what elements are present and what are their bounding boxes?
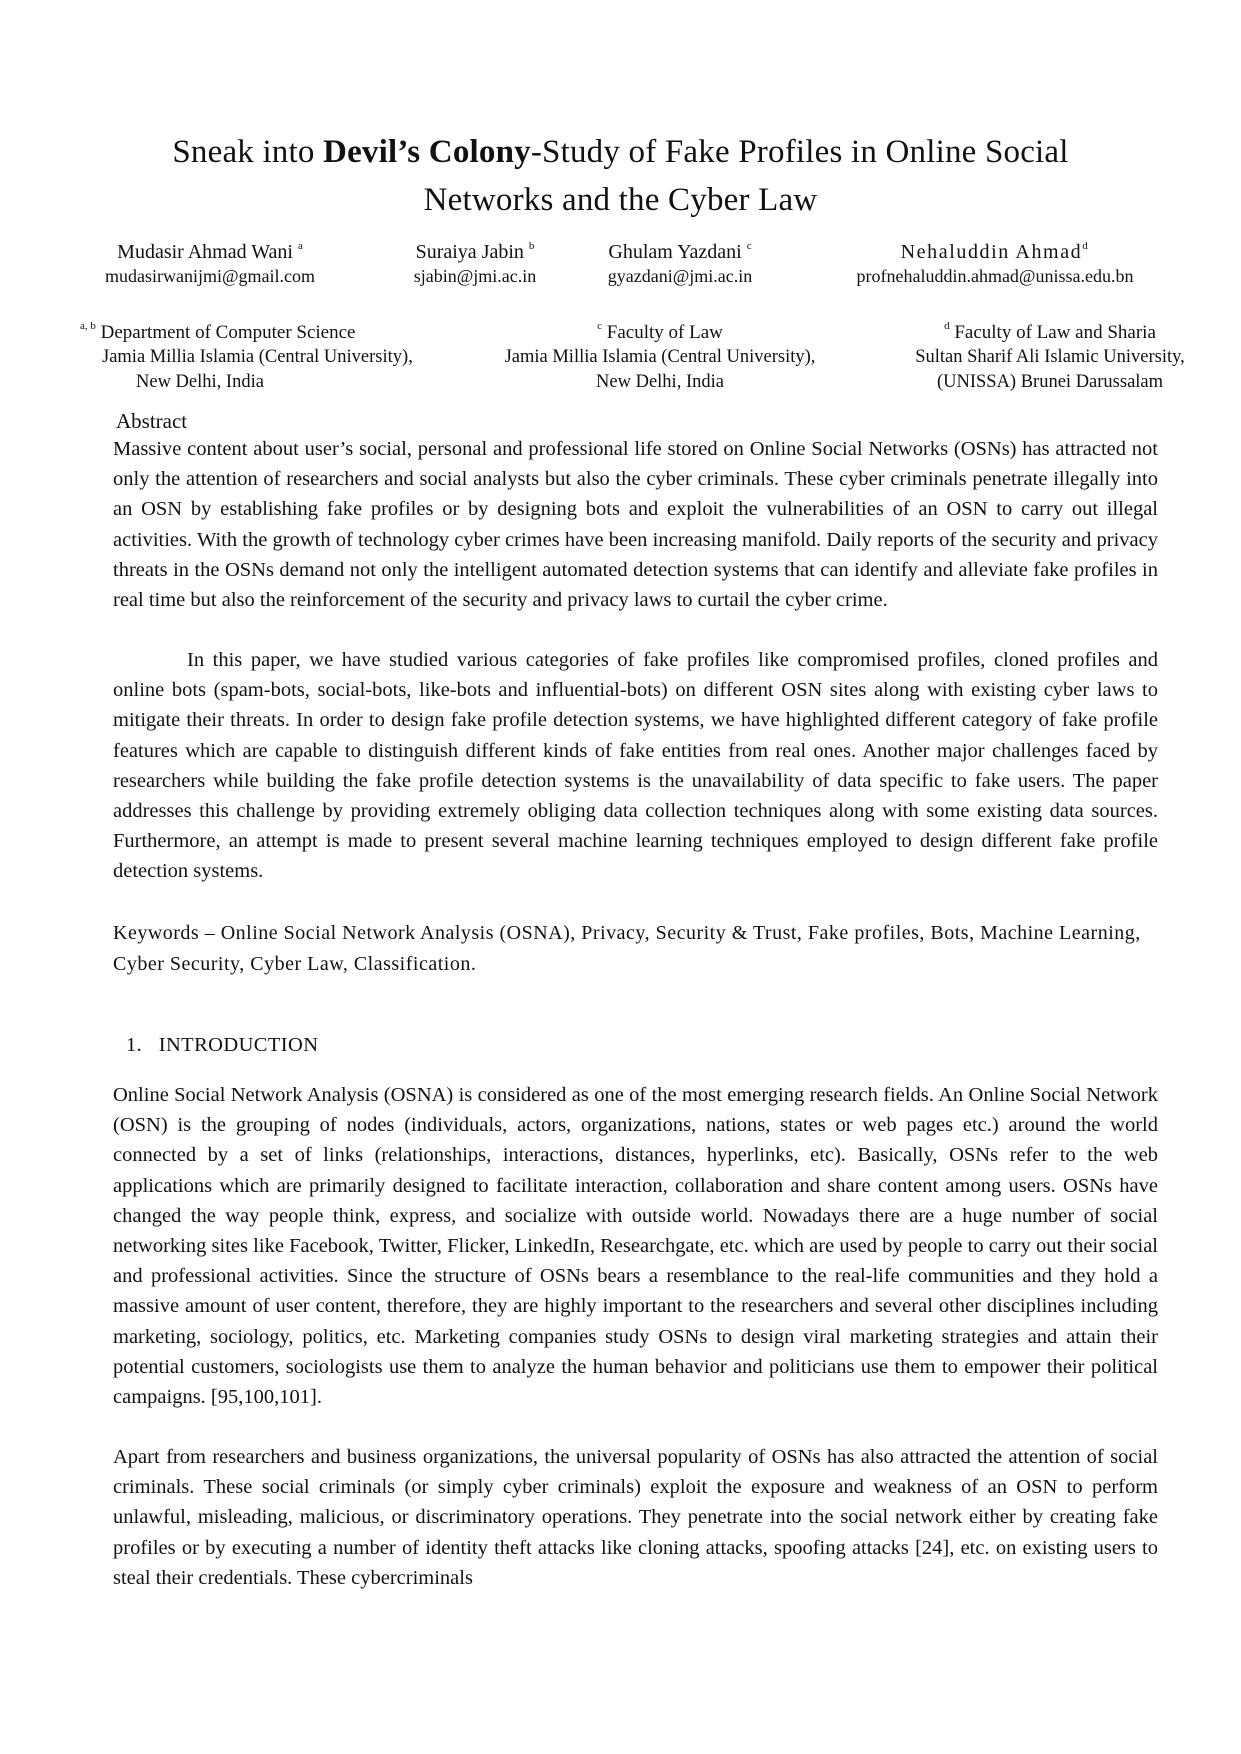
author-email: mudasirwanijmi@gmail.com (104, 266, 316, 286)
author-1: Mudasir Ahmad Wani $^a$ mudasirwanijmi@gmail.com (80, 240, 340, 288)
abstract-heading: Abstract (116, 409, 188, 433)
paper-title (0, 128, 1241, 224)
author-email: profnehaluddin.ahmad@unissa.edu.bn (856, 266, 1134, 286)
author-2: Suraiya Jabin $^b$ sjabin@jmi.ac.in (385, 240, 565, 288)
author-4: Nehaluddin Ahmad$^d$ profnehaluddin.ahmad@unissa.edu.bn (820, 240, 1170, 288)
abstract-paragraph-1: Massive content about user’s social, personal and professional life stored on Online Social Networks (OSNs) has attracted not only the attention of researchers and social analysts but also the cyber criminals. These cyber criminals penetrate illegally into an OSN by establishing fake profiles or by designing bots and exploit the vulnerabilities of an OSN to carry out illegal activities. With the growth of technology cyber crimes have been increasing manifold. Daily reports of the security and privacy threats in the OSNs demand not only the intelligent automated detection systems that can identify and alleviate fake profiles in real time but also the reinforcement of the security and privacy laws to curtail the cyber crime. (113, 438, 1158, 612)
introduction-paragraph-2: Apart from researchers and business organizations, the universal popularity of OSNs has also attracted the attention of social criminals. These social criminals (or simply cyber criminals) exploit the exposure and weakness of an OSN to perform unlawful, misleading, malicious, or discriminatory operations. They penetrate into the social network either by creating fake profiles or by executing a number of identity theft attacks like cloning attacks, spoofing attacks [24], etc. on existing users to steal their credentials. These cybercriminals (113, 1446, 1158, 1589)
affiliation-3: $^d$ Faculty of Law and Sharia Sultan Sharif Ali Islamic University, (UNISSA) Brunei Darussalam (915, 320, 1185, 392)
author-email: sjabin@jmi.ac.in (413, 266, 537, 286)
title-line-1: Sneak into Devil’s Colony-Study of Fake Profiles in Online Social (172, 134, 1069, 170)
author-3: Ghulam Yazdani $^c$ gyazdani@jmi.ac.in (575, 240, 785, 288)
section-heading-introduction: 1. INTRODUCTION (126, 1034, 319, 1056)
abstract-paragraph-2: In this paper, we have studied various categories of fake profiles like compromised profiles, cloned profiles and online bots (spam-bots, social-bots, like-bots and influential-bots) on different OSN sites along with existing cyber laws to mitigate their threats. In order to design fake profile detection systems, we have highlighted different category of fake profile features which are capable to distinguish different kinds of fake entities from real ones. Another major challenges faced by researchers while building the fake profile detection systems is the unavailability of data specific to fake users. The paper addresses this challenge by providing extremely obliging data collection techniques along with some existing data sources. Furthermore, an attempt is made to present several machine learning techniques employed to design different fake profile detection systems. (113, 649, 1158, 883)
title-line-2: Networks and the Cyber Law (423, 182, 818, 218)
introduction-paragraph-1: Online Social Network Analysis (OSNA) is considered as one of the most emerging research fields. An Online Social Network (OSN) is the grouping of nodes (individuals, actors, organizations, nations, states or web pages etc.) around the world connected by a set of links (relationships, interactions, distances, hyperlinks, etc). Basically, OSNs refer to the web applications which are primarily designed to facilitate interaction, collaboration and share content among users. OSNs have changed the way people think, express, and socialize with outside world. Nowadays there are a huge number of social networking sites like Facebook, Twitter, Flicker, LinkedIn, Researchgate, etc. which are used by people to carry out their social and professional activities. Since the structure of OSNs bears a resemblance to the real-life communities and they hold a massive amount of user content, therefore, they are highly important to the researchers and several other disciplines including marketing, sociology, politics, etc. Marketing companies study OSNs to design viral marketing strategies and attain their potential customers, sociologists use them to analyze the human behavior and politicians use them to empower their political campaigns. [95,100,101]. (113, 1084, 1158, 1409)
affiliation-2: $^c$ Faculty of Law Jamia Millia Islamia (Central University), New Delhi, India (504, 320, 816, 392)
keywords: Keywords – Online Social Network Analysis (OSNA), Privacy, Security & Trust, Fake profiles, Bots, Machine Learning, Cyber Security, Cyber Law, Classification. (113, 922, 1141, 975)
author-email: gyazdani@jmi.ac.in (607, 266, 753, 286)
affiliation-1: $^{a, b}$ Department of Computer Science Jamia Millia Islamia (Central University), New Delhi, India (80, 320, 413, 392)
